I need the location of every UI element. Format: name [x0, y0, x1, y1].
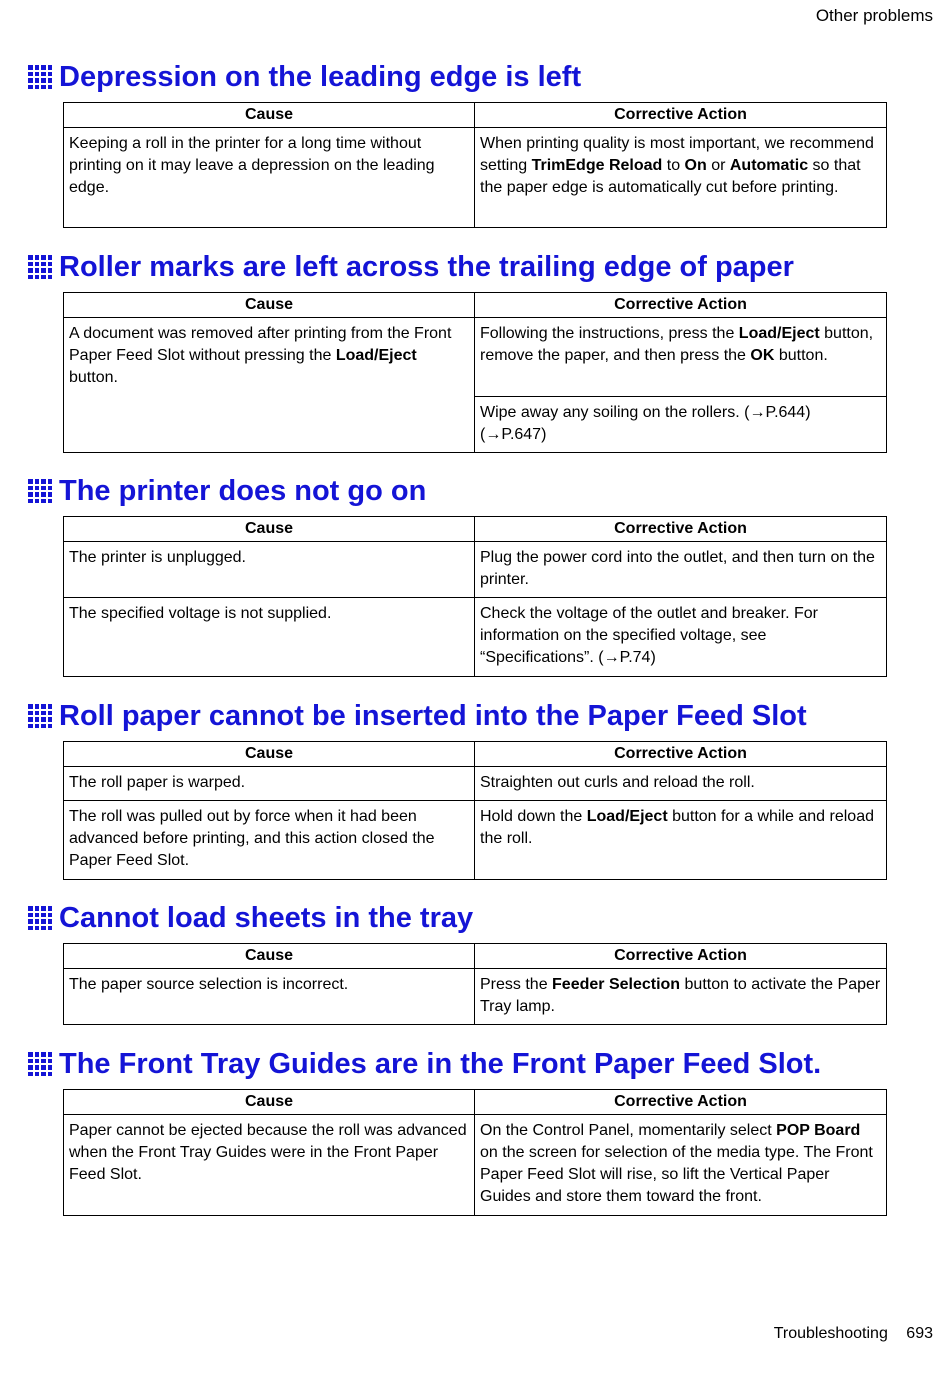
cause-cell: The roll paper is warped. — [64, 767, 475, 801]
column-header-corrective-action: Corrective Action — [475, 1090, 887, 1115]
bold-term: Load/Eject — [586, 808, 668, 825]
corrective-action-cell — [475, 128, 887, 228]
column-header-cause: Cause — [64, 742, 475, 767]
cause-action-table — [63, 102, 887, 228]
text-run: Following the instructions, press the — [480, 325, 739, 342]
corrective-action-cell — [475, 1115, 887, 1216]
text-run: button, remove the paper, and then press the — [480, 325, 874, 364]
text-run: On the Control Panel, momentarily select — [480, 1122, 777, 1139]
section-title: Cannot load sheets in the tray — [59, 901, 474, 934]
grid-bullet-icon — [28, 255, 52, 279]
column-header-corrective-action: Corrective Action — [475, 517, 887, 542]
section-heading — [28, 1049, 888, 1079]
text-run: Wipe away any soiling on the rollers. (→P.644) (→P.647) — [480, 404, 811, 443]
text-run: Press the — [480, 976, 553, 993]
text-run: Hold down the — [480, 808, 587, 825]
cause-action-table — [63, 943, 887, 1025]
troubleshooting-section — [28, 252, 888, 453]
troubleshooting-section — [28, 903, 888, 1025]
cause-action-table — [63, 516, 887, 677]
table-header-row — [64, 1090, 887, 1115]
section-heading — [28, 476, 888, 506]
troubleshooting-section — [28, 701, 888, 880]
bold-term: Automatic — [729, 157, 809, 174]
cause-cell: The printer is unplugged. — [64, 542, 475, 598]
corrective-action-cell — [475, 397, 887, 453]
text-run: Straighten out curls and reload the roll. — [480, 774, 755, 791]
section-title: Roller marks are left across the trailing edge of paper — [59, 250, 794, 283]
grid-bullet-icon — [28, 479, 52, 503]
troubleshooting-section — [28, 476, 888, 677]
cause-cell: The paper source selection is incorrect. — [64, 969, 475, 1025]
table-header-row — [64, 944, 887, 969]
text-run: button. — [69, 369, 118, 386]
cause-cell: The roll was pulled out by force when it had been advanced before printing, and this action closed the Paper Feed Slot. — [64, 801, 475, 880]
page-footer — [774, 1325, 933, 1343]
footer-chapter: Troubleshooting — [773, 1325, 888, 1342]
column-header-cause: Cause — [64, 517, 475, 542]
text-run: button to activate the Paper Tray lamp. — [480, 976, 881, 1015]
footer-page-number: 693 — [906, 1325, 933, 1342]
text-run: When printing quality is most important, we recommend setting — [480, 135, 874, 174]
section-title: The Front Tray Guides are in the Front Paper Feed Slot. — [59, 1047, 822, 1080]
column-header-cause: Cause — [64, 944, 475, 969]
grid-bullet-icon — [28, 704, 52, 728]
grid-bullet-icon — [28, 1052, 52, 1076]
column-header-cause: Cause — [64, 1090, 475, 1115]
bold-term: POP Board — [776, 1122, 861, 1139]
column-header-corrective-action: Corrective Action — [475, 944, 887, 969]
bold-term: Load/Eject — [738, 325, 820, 342]
column-header-corrective-action: Corrective Action — [475, 293, 887, 318]
column-header-cause: Cause — [64, 103, 475, 128]
cause-cell: The specified voltage is not supplied. — [64, 598, 475, 677]
table-row — [64, 318, 887, 397]
section-title: Depression on the leading edge is left — [59, 60, 582, 93]
text-run: to — [662, 157, 685, 174]
bold-term: OK — [750, 347, 775, 364]
page-header-section-label: Other problems — [815, 6, 933, 25]
text-run: or — [706, 157, 730, 174]
text-run: on the screen for selection of the media type. The Front Paper Feed Slot will rise, so lift the Vertical Paper Guides and store them toward the front. — [480, 1144, 873, 1205]
table-row — [64, 1115, 887, 1216]
column-header-corrective-action: Corrective Action — [475, 742, 887, 767]
troubleshooting-section — [28, 1049, 888, 1216]
section-heading — [28, 903, 888, 933]
corrective-action-cell — [475, 542, 887, 598]
corrective-action-cell — [475, 801, 887, 880]
column-header-corrective-action: Corrective Action — [475, 103, 887, 128]
cause-cell: Keeping a roll in the printer for a long time without printing on it may leave a depression on the leading edge. — [64, 128, 475, 228]
corrective-action-cell — [475, 767, 887, 801]
troubleshooting-section — [28, 62, 888, 228]
section-heading — [28, 252, 888, 282]
column-header-cause: Cause — [64, 293, 475, 318]
text-run: so that the paper edge is automatically cut before printing. — [480, 157, 861, 196]
table-header-row — [64, 517, 887, 542]
text-run: button for a while and reload the roll. — [480, 808, 874, 847]
table-row — [64, 598, 887, 677]
text-run: Check the voltage of the outlet and breaker. For information on the specified voltage, see “Specifications”. (→P.74) — [480, 605, 818, 666]
section-title: Roll paper cannot be inserted into the Paper Feed Slot — [59, 699, 807, 732]
bold-term: TrimEdge Reload — [531, 157, 663, 174]
corrective-action-cell — [475, 969, 887, 1025]
table-row — [64, 969, 887, 1025]
corrective-action-cell — [475, 318, 887, 397]
corrective-action-cell — [475, 598, 887, 677]
text-run: Plug the power cord into the outlet, and then turn on the printer. — [480, 549, 875, 588]
cause-action-table — [63, 741, 887, 880]
table-header-row — [64, 293, 887, 318]
table-header-row — [64, 742, 887, 767]
cause-cell — [64, 318, 475, 453]
bold-term: Load/Eject — [335, 347, 417, 364]
section-heading — [28, 62, 888, 92]
cause-action-table — [63, 1089, 887, 1216]
section-title: The printer does not go on — [59, 474, 427, 507]
cause-action-table — [63, 292, 887, 453]
text-run: A document was removed after printing from the Front Paper Feed Slot without pressing the — [69, 325, 452, 364]
text-run: button. — [774, 347, 828, 364]
table-header-row — [64, 103, 887, 128]
bold-term: Feeder Selection — [552, 976, 681, 993]
section-heading — [28, 701, 888, 731]
cause-cell: Paper cannot be ejected because the roll was advanced when the Front Tray Guides were in the Front Paper Feed Slot. — [64, 1115, 475, 1216]
table-row — [64, 542, 887, 598]
grid-bullet-icon — [28, 906, 52, 930]
table-row — [64, 128, 887, 228]
grid-bullet-icon — [28, 65, 52, 89]
bold-term: On — [684, 157, 707, 174]
table-row — [64, 767, 887, 801]
table-row — [64, 801, 887, 880]
